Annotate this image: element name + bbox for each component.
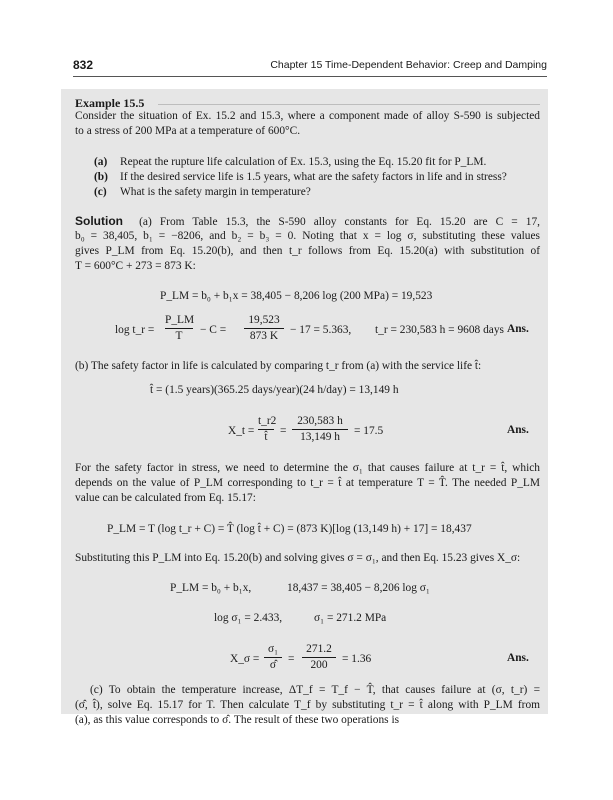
fraction-denominator: T bbox=[175, 330, 183, 342]
fraction-bar bbox=[258, 429, 274, 430]
equation-xt-result: = 17.5 bbox=[354, 425, 384, 437]
solution-c-line-2: (σ̂, t̂), solve Eq. 15.17 for T. Then calculate T_f by substituting t_r = t̂ along with P_LM from bbox=[75, 699, 540, 711]
example-part-b bbox=[94, 170, 507, 184]
fraction-bar bbox=[302, 657, 336, 658]
equation-minus-c: − C = bbox=[200, 324, 227, 336]
solution-line-1 bbox=[75, 214, 540, 230]
equation-plm-b0b1x: P_LM = b₀ + b₁x, bbox=[170, 582, 252, 594]
fraction-denominator: t̂ bbox=[264, 431, 268, 443]
fraction-bar bbox=[292, 429, 348, 430]
answer-marker: Ans. bbox=[507, 652, 529, 664]
fraction-bar bbox=[244, 328, 284, 329]
solution-stress-line-1: For the safety factor in stress, we need to determine the σ₁ that causes failure at t_r = t̂, which bbox=[75, 462, 540, 474]
example-part-c bbox=[94, 185, 311, 199]
part-label: (b) bbox=[94, 171, 108, 183]
solution-a-line-3: gives P_LM from Eq. 15.20(b), and then t_r follows from Eq. 15.20(a) with substitution of bbox=[75, 245, 540, 257]
header-rule bbox=[73, 76, 547, 77]
equation-plm-that: P_LM = T (log t_r + C) = T̂ (log t̂ + C) = (873 K)[log (13,149 h) + 17] = 18,437 bbox=[107, 523, 472, 535]
fraction-bar bbox=[264, 657, 282, 658]
equation-equals: = bbox=[280, 425, 287, 437]
equation-xsigma-result: = 1.36 bbox=[342, 653, 372, 665]
solution-b-intro: (b) The safety factor in life is calculated by comparing t_r from (a) with the service life t̂: bbox=[75, 360, 482, 372]
equation-equals: = bbox=[288, 653, 295, 665]
fraction-numerator: 19,523 bbox=[248, 314, 280, 326]
example-title: Example 15.5 bbox=[75, 96, 145, 110]
solution-c-line-1: (c) To obtain the temperature increase, ΔT_f = T_f − T̂, that causes failure at (σ, t_r) = bbox=[90, 684, 540, 696]
solution-a-line-1: (a) From Table 15.3, the S-590 alloy constants for Eq. 15.20 are C = 17, bbox=[139, 216, 540, 228]
fraction-19523-over-873 bbox=[244, 314, 284, 343]
equation-solve-sigma1: 18,437 = 38,405 − 8,206 log σ₁ bbox=[287, 582, 430, 594]
equation-xt-lhs: X_t = bbox=[228, 425, 255, 437]
equation-service-life: t̂ = (1.5 years)(365.25 days/year)(24 h/day) = 13,149 h bbox=[150, 384, 399, 396]
fraction-denominator: σ̂ bbox=[269, 659, 277, 671]
example-title-rule bbox=[158, 104, 540, 105]
solution-stress-line-3: value can be calculated from Eq. 15.17: bbox=[75, 492, 256, 504]
part-text: Repeat the rupture life calculation of Ex. 15.3, using the Eq. 15.20 fit for P_LM. bbox=[120, 156, 487, 168]
fraction-bar bbox=[165, 328, 193, 329]
page-number: 832 bbox=[73, 58, 94, 72]
equation-log-tr-lhs: log t_r = bbox=[115, 324, 155, 336]
solution-a-line-4: T = 600°C + 273 = 873 K: bbox=[75, 260, 196, 272]
answer-marker: Ans. bbox=[507, 424, 529, 436]
fraction-sigma1-over-sigmahat bbox=[264, 643, 282, 672]
fraction-numerator: t_r2 bbox=[258, 415, 277, 427]
equation-log-sigma1: log σ₁ = 2.433, bbox=[214, 612, 283, 624]
example-intro-line-1: Consider the situation of Ex. 15.2 and 15.3, where a component made of alloy S-590 is subjected bbox=[75, 110, 540, 122]
fraction-numerator: 230,583 h bbox=[297, 415, 343, 427]
equation-xsigma-lhs: X_σ = bbox=[230, 653, 260, 665]
example-part-a bbox=[94, 155, 486, 169]
part-label: (c) bbox=[94, 186, 107, 198]
solution-a-line-2: b₀ = 38,405, b₁ = −8206, and b₂ = b₃ = 0. Noting that x = log σ, substituting these values bbox=[75, 230, 540, 242]
running-head: Chapter 15 Time-Dependent Behavior: Creep and Damping bbox=[270, 59, 547, 71]
equation-sigma1-value: σ₁ = 271.2 MPa bbox=[314, 612, 387, 624]
solution-heading: Solution bbox=[75, 214, 123, 228]
part-text: What is the safety margin in temperature? bbox=[120, 186, 311, 198]
example-intro-line-2: to a stress of 200 MPa at a temperature of 600°C. bbox=[75, 125, 301, 137]
fraction-numerator: σ₁ bbox=[267, 643, 279, 655]
fraction-271-over-200 bbox=[302, 643, 336, 672]
equation-plm: P_LM = b₀ + b₁x = 38,405 − 8,206 log (200 MPa) = 19,523 bbox=[160, 290, 433, 302]
equation-tr-value: t_r = 230,583 h = 9608 days bbox=[375, 324, 504, 336]
part-text: If the desired service life is 1.5 years, what are the safety factors in life and in stress? bbox=[120, 171, 507, 183]
fraction-denominator: 200 bbox=[310, 659, 328, 671]
solution-c-line-3: (a), as this value corresponds to σ̂. The result of these two operations is bbox=[75, 714, 400, 726]
answer-marker: Ans. bbox=[507, 323, 529, 335]
fraction-denominator: 873 K bbox=[249, 330, 279, 342]
fraction-tr-over-that bbox=[258, 415, 277, 444]
solution-stress-line-2: depends on the value of P_LM corresponding to t_r = t̂ at temperature T = T̂. The needed P_LM bbox=[75, 477, 540, 489]
fraction-numerator: P_LM bbox=[165, 314, 195, 326]
fraction-230583-over-13149 bbox=[292, 415, 348, 444]
fraction-denominator: 13,149 h bbox=[300, 431, 340, 443]
equation-log-tr-result: − 17 = 5.363, bbox=[290, 324, 352, 336]
part-label: (a) bbox=[94, 156, 108, 168]
solution-substituting: Substituting this P_LM into Eq. 15.20(b) and solving gives σ = σ₁, and then Eq. 15.23 gives X_σ: bbox=[75, 552, 521, 564]
page-header bbox=[73, 58, 547, 74]
fraction-plm-over-t bbox=[165, 314, 193, 343]
fraction-numerator: 271.2 bbox=[306, 643, 332, 655]
